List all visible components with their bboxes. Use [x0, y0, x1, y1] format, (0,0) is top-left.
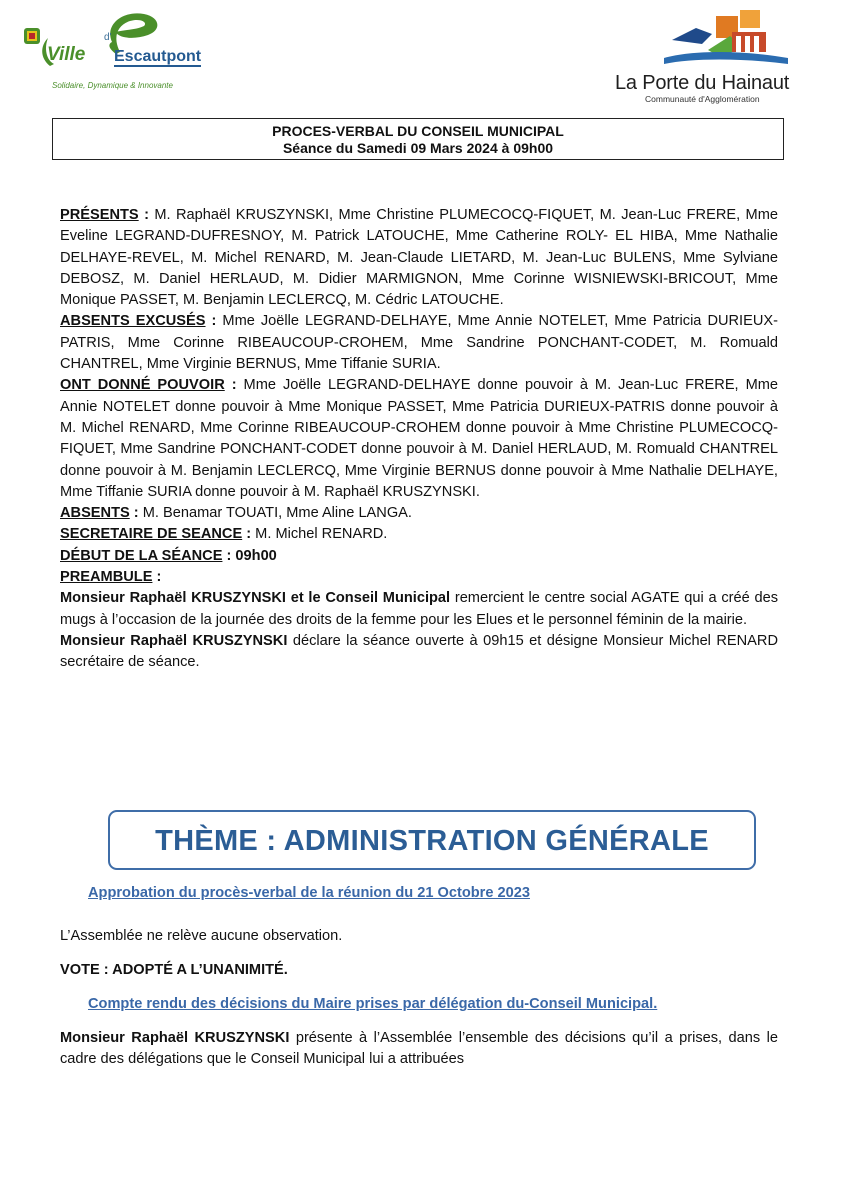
pouvoir-text: Mme Joëlle LEGRAND-DELHAYE donne pouvoir à M. Jean-Luc FRERE, Mme Annie NOTELET donne pouvoir à Mme Monique PASSET, Mme Patricia DURIEUX-PATRIS donne pouvoir à M. Michel RENARD, Mme Corinne RIBEAUCOUP-CROHEM donne pouvoir à Mme Christine PLUMECOCQ-FIQUET, Mme Sandrine PONCHANT-CODET donne pouvoir à M. Daniel HERLAUD, M. Romuald CHANTREL donne pouvoir à M. Benjamin LECLERCQ, Mme Virginie BERNUS donne pouvoir à Mme Nathalie DELHAYE, Mme Tiffanie SURIA donne pouvoir à M. Raphaël KRUSZYNSKI. [60, 377, 779, 500]
ville-escautpont-logo [20, 8, 200, 98]
absents-excuses-text: Mme Joëlle LEGRAND-DELHAYE, Mme Annie NOTELET, Mme Patricia DURIEUX-PATRIS, Mme Corinne RIBEAUCOUP-CROHEM, Mme Sandrine PONCHANT-CODET, M. Romuald CHANTREL, Mme Virginie BERNUS, Mme Tiffanie SURIA. [60, 313, 778, 373]
logo-escautpont-text: Escautpont [114, 48, 202, 65]
preambule-bold-2: Monsieur Raphaël KRUSZYNSKI [60, 632, 288, 649]
porte-du-hainaut-logo [612, 6, 832, 106]
logo-d-text: d' [104, 32, 112, 43]
preambule-bold-1: Monsieur Raphaël KRUSZYNSKI et le Conseil Municipal [60, 590, 451, 607]
logo-porte-hainaut-sub: Communauté d'Agglomération [645, 94, 760, 104]
preambule-paragraph [60, 588, 778, 673]
preambule-text-1: remercient le centre social AGATE qui a créé des mugs à l’occasion de la journée des droits de la femme pour les Elues et le personnel féminin de la mairie. [60, 590, 778, 628]
pouvoir-label: ONT DONNÉ POUVOIR [60, 377, 225, 394]
secretaire-label: SECRETAIRE DE SEANCE [60, 526, 243, 543]
secretaire-text: M. Michel RENARD. [255, 526, 388, 543]
item2-paragraph [60, 1028, 778, 1071]
preambule-sep: : [152, 569, 162, 586]
absents-label: ABSENTS [60, 505, 130, 522]
absents-excuses-sep: : [205, 313, 223, 330]
absents-paragraph [60, 503, 778, 524]
title-box [52, 118, 784, 160]
secretaire-paragraph [60, 524, 778, 545]
item2-body [60, 1028, 778, 1071]
preambule-text-2: déclare la séance ouverte à 09h15 et désigne Monsieur Michel RENARD secrétaire de séance. [60, 632, 778, 671]
preambule-heading [60, 567, 778, 588]
item1-text: L’Assemblée ne relève aucune observation. [60, 928, 343, 944]
theme-banner [108, 810, 756, 870]
debut-paragraph [60, 546, 778, 567]
absents-excuses-paragraph [60, 311, 778, 375]
absents-excuses-label: ABSENTS EXCUSÉS [60, 313, 206, 330]
secretaire-sep: : [242, 526, 256, 543]
logo-tagline: Solidaire, Dynamique & Innovante [52, 81, 173, 90]
item1-vote: VOTE : ADOPTÉ A L’UNANIMITÉ. [60, 962, 288, 978]
minutes-body [60, 205, 778, 674]
item2-text: présente à l’Assemblée l’ensemble des décisions qu’il a prises, dans le cadre des délégations que le Conseil Municipal lui a attribuées [60, 1030, 778, 1068]
debut-sep: : [222, 547, 236, 564]
absents-sep: : [129, 505, 143, 522]
presents-text: M. Raphaël KRUSZYNSKI, Mme Christine PLUMECOCQ-FIQUET, M. Jean-Luc FRERE, Mme Eveline LEGRAND-DUFRESNOY, M. Patrick LATOUCHE, Mme Catherine ROLY- EL HIBA, Mme Nathalie DELHAYE-REVEL, M. Michel RENARD, M. Jean-Claude LIETARD, M. Jean-Luc BULENS, Mme Sylviane DEBOSZ, M. Daniel HERLAUD, M. Didier MARMIGNON, Mme Corinne WISNIEWSKI-BRICOUT, Mme Monique PASSET, M. Benjamin LECLERCQ, M. Cédric LATOUCHE. [60, 207, 778, 309]
pouvoir-paragraph [60, 375, 778, 503]
theme-label: THÈME : ADMINISTRATION GÉNÉRALE [155, 825, 709, 857]
item2-heading: Compte rendu des décisions du Maire prises par délégation du-Conseil Municipal. [88, 996, 658, 1012]
presents-sep: : [138, 207, 155, 223]
debut-time: 09h00 [235, 547, 277, 564]
porte-hainaut-emblem-icon [612, 6, 832, 72]
title-line-2: Séance du Samedi 09 Mars 2024 à 09h00 [282, 140, 554, 156]
logo-ville-text: Ville [47, 44, 86, 65]
presents-paragraph [60, 205, 778, 311]
pouvoir-sep: : [224, 377, 244, 394]
absents-text: M. Benamar TOUATI, Mme Aline LANGA. [142, 505, 412, 522]
debut-label: DÉBUT DE LA SÉANCE [60, 547, 223, 564]
presents-label: PRÉSENTS [60, 207, 139, 223]
title-line-1: PROCES-VERBAL DU CONSEIL MUNICIPAL [272, 123, 564, 139]
preambule-label: PREAMBULE [60, 569, 153, 586]
logo-porte-hainaut-name: La Porte du Hainaut [615, 72, 790, 94]
item1-heading: Approbation du procès-verbal de la réunion du 21 Octobre 2023 [88, 885, 530, 901]
item2-bold: Monsieur Raphaël KRUSZYNSKI [60, 1030, 290, 1046]
